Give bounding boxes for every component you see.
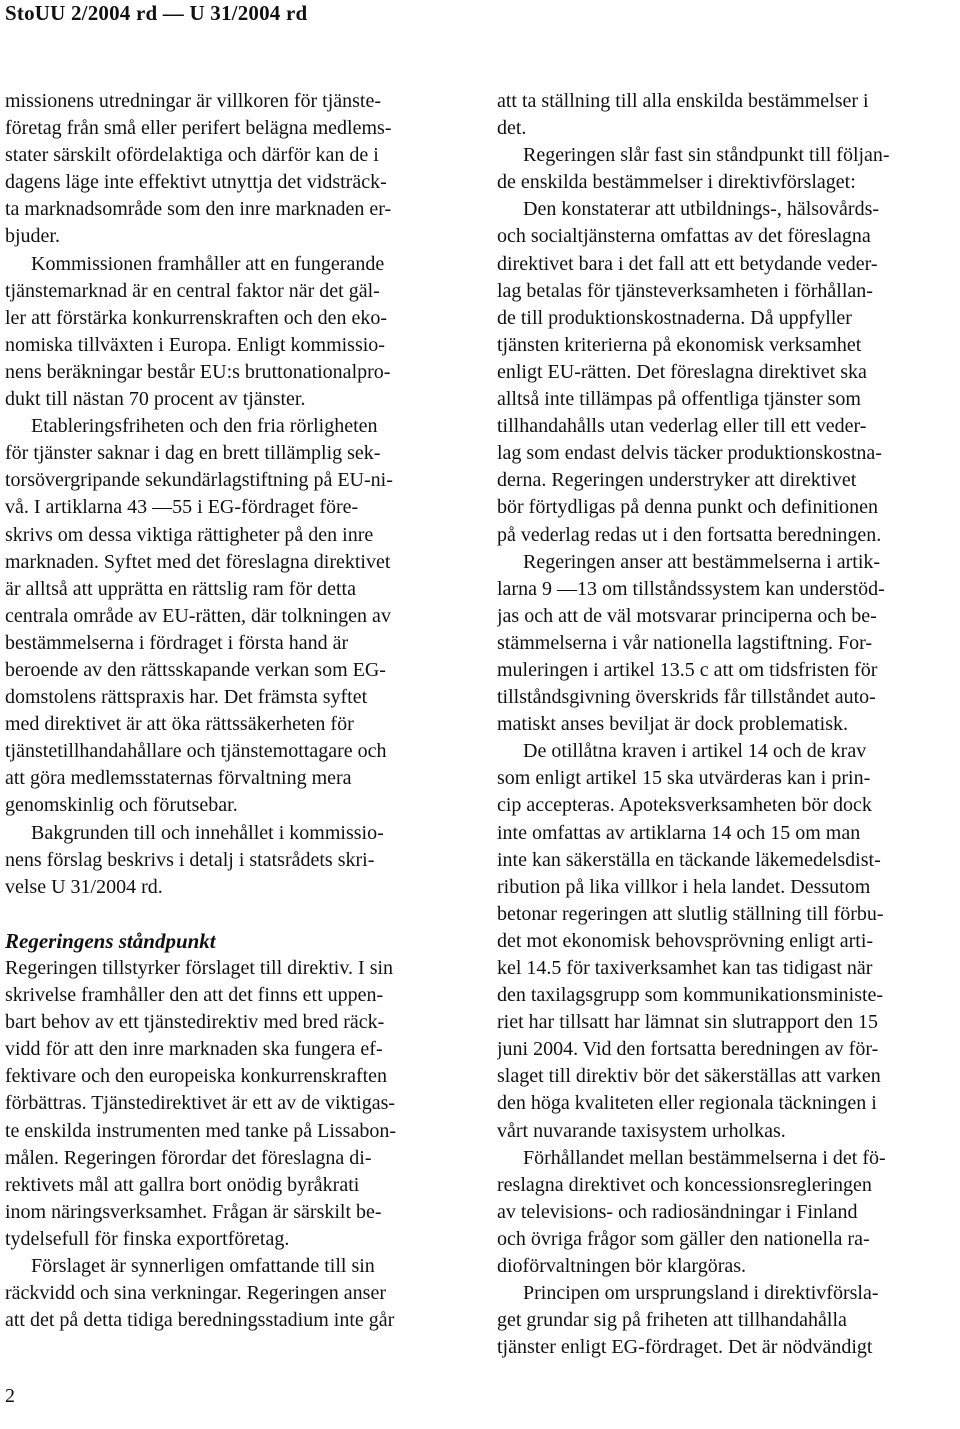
text-line: dioförvaltningen bör klargöras. <box>497 1255 747 1278</box>
text-line: den höga kvaliteten eller regionala täckningen i <box>497 1092 877 1115</box>
text-line: att ta ställning till alla enskilda bestämmelser i <box>497 90 869 112</box>
section-heading: Regeringens ståndpunkt <box>5 928 216 953</box>
text-line: som enligt artikel 15 ska utvärderas kan i prin- <box>497 767 871 790</box>
text-line: alltså inte tillämpas på offentliga tjänster som <box>497 388 861 411</box>
text-line: Regeringen anser att bestämmelserna i artik- <box>523 550 881 573</box>
text-line: ler att förstärka konkurrenskraften och den eko- <box>5 306 388 329</box>
text-line: rektivets mål att gallra bort onödig byråkrati <box>5 1173 360 1196</box>
text-line: centrala område av EU-rätten, där tolkningen av <box>5 604 391 627</box>
text-line: te enskilda instrumenten med tanke på Lissabon- <box>5 1119 397 1142</box>
text-line: derna. Regeringen understryker att direktivet <box>497 469 857 492</box>
text-line: och socialtjänsterna omfattas av det föreslagna <box>497 225 871 248</box>
text-line: bjuder. <box>5 225 60 248</box>
text-line: dukt till nästan 70 procent av tjänster. <box>5 388 306 411</box>
text-line: på vederlag redas ut i den fortsatta beredningen. <box>497 523 882 546</box>
text-line: Regeringen slår fast sin ståndpunkt till följan- <box>523 144 890 167</box>
text-line: fektivare och den europeiska konkurrenskraften <box>5 1065 388 1088</box>
text-line: att göra medlemsstaternas förvaltning mera <box>5 767 352 790</box>
text-line: företag från små eller perifert belägna medlems- <box>5 117 392 140</box>
text-line: Etableringsfriheten och den fria rörligheten <box>31 415 378 438</box>
text-line: för tjänster saknar i dag en brett tillämplig sek- <box>5 442 381 465</box>
text-line: stämmelserna i vår nationella lagstiftning. For- <box>497 631 873 654</box>
text-line: inte kan säkerställa en täckande läkemedelsdist- <box>497 848 881 871</box>
text-line: cip accepteras. Apoteksverksamheten bör dock <box>497 794 872 817</box>
text-line: ribution på lika villkor i hela landet. Dessutom <box>497 875 871 898</box>
text-line: larna 9 —13 om tillståndssystem kan understöd- <box>497 577 885 600</box>
text-line: Den konstaterar att utbildnings-, hälsovårds- <box>523 198 880 221</box>
text-line: förbättras. Tjänstedirektivet är ett av de viktigas- <box>5 1092 396 1115</box>
text-line: juni 2004. Vid den fortsatta beredningen av för- <box>497 1038 879 1061</box>
text-line: stater särskilt ofördelaktiga och därför kan de i <box>5 144 379 167</box>
text-line: beroende av den rättsskapande verkan som EG- <box>5 658 386 681</box>
text-line: domstolens rättspraxis har. Det främsta syftet <box>5 686 368 709</box>
text-line: bör förtydligas på denna punkt och definitionen <box>497 496 879 519</box>
text-line: att det på detta tidiga beredningsstadium inte går <box>5 1309 395 1332</box>
text-line: lag betalas för tjänsteverksamheten i förhållan- <box>497 279 873 302</box>
text-line: betonar regeringen att slutlig ställning till förbu- <box>497 902 884 925</box>
text-line: get grundar sig på friheten att tillhandahålla <box>497 1309 847 1332</box>
text-line: tjänstetillhandahållare och tjänstemottagare och <box>5 740 387 763</box>
text-line: av televisions- och radiosändningar i Finland <box>497 1200 858 1223</box>
text-line: Förhållandet mellan bestämmelserna i det fö- <box>523 1146 886 1169</box>
text-line: vidd för att den inre marknaden ska fungera ef- <box>5 1038 383 1061</box>
text-line: jas och att de väl motsvarar principerna och be- <box>497 604 877 627</box>
text-line: Regeringen tillstyrker förslaget till direktiv. I sin <box>5 957 394 979</box>
text-line: tjänstemarknad är en central faktor när det gäl- <box>5 279 380 302</box>
text-line: är alltså att upprätta en rättslig ram för detta <box>5 577 356 600</box>
text-line: tydelsefull för finska exportföretag. <box>5 1227 290 1250</box>
text-line: Bakgrunden till och innehållet i kommissio- <box>31 821 384 844</box>
text-line: nens beräkningar består EU:s bruttonationalpro- <box>5 360 391 383</box>
text-line: ta marknadsområde som den inre marknaden er- <box>5 198 392 221</box>
text-line: direktivet bara i det fall att ett betydande veder- <box>497 252 878 275</box>
text-line: Förslaget är synnerligen omfattande till sin <box>31 1255 375 1278</box>
text-line: skrivelse framhåller den att det finns ett uppen- <box>5 984 384 1007</box>
running-header: StoUU 2/2004 rd — U 31/2004 rd <box>5 1 308 25</box>
text-line: missionens utredningar är villkoren för tjänste- <box>5 90 382 112</box>
text-line: Kommissionen framhåller att en fungerande <box>31 252 385 275</box>
text-line: lag som endast delvis täcker produktionskostna- <box>497 442 882 465</box>
text-line: enligt EU-rätten. Det föreslagna direktivet ska <box>497 360 867 383</box>
text-line: Principen om ursprungsland i direktivförsla- <box>523 1282 879 1305</box>
text-line: vå. I artiklarna 43 —55 i EG-fördraget före- <box>5 496 359 519</box>
text-line: marknaden. Syftet med det föreslagna direktivet <box>5 550 391 573</box>
text-line: reslagna direktivet och koncessionsregleringen <box>497 1173 872 1196</box>
text-line: inte omfattas av artiklarna 14 och 15 om man <box>497 821 861 844</box>
text-line: nomiska tillväxten i Europa. Enligt kommissio- <box>5 333 385 356</box>
text-line: räckvidd och sina verkningar. Regeringen anser <box>5 1282 386 1305</box>
text-line: genomskinlig och förutsebar. <box>5 794 238 817</box>
text-line: velse U 31/2004 rd. <box>5 875 163 898</box>
text-line: och övriga frågor som gäller den nationella ra- <box>497 1227 870 1250</box>
text-line: slaget till direktiv bör det säkerställas att varken <box>497 1065 881 1088</box>
right-column <box>497 88 960 1361</box>
text-line: tillhandahålls utan vederlag eller till ett veder- <box>497 415 867 438</box>
text-line: tillståndsgivning överskrids får tillståndet auto- <box>497 686 876 709</box>
text-line: matiskt anses beviljat är dock problematisk. <box>497 713 849 736</box>
blank-line <box>5 901 471 928</box>
text-line: bart behov av ett tjänstedirektiv med bred räck- <box>5 1011 385 1034</box>
text-line: inom näringsverksamhet. Frågan är särskilt be- <box>5 1200 382 1223</box>
text-line: tjänsten kriterierna på ekonomisk verksamhet <box>497 333 862 356</box>
text-line: vårt nuvarande taxisystem urholkas. <box>497 1119 786 1142</box>
text-line: riet har tillsatt har lämnat sin slutrapport den 15 <box>497 1011 879 1034</box>
left-column <box>5 88 471 1334</box>
text-line: dagens läge inte effektivt utnyttja det vidsträck- <box>5 171 387 194</box>
page-number: 2 <box>5 1385 15 1407</box>
text-line: De otillåtna kraven i artikel 14 och de krav <box>523 740 867 763</box>
text-line: bestämmelserna i fördraget i första hand är <box>5 631 349 654</box>
text-line: tjänster enligt EG-fördraget. Det är nödvändigt <box>497 1336 873 1359</box>
text-line: med direktivet är att öka rättssäkerheten för <box>5 713 354 736</box>
text-line: det. <box>497 117 527 140</box>
text-line: de enskilda bestämmelser i direktivförslaget: <box>497 171 856 194</box>
text-line: muleringen i artikel 13.5 c att om tidsfristen för <box>497 658 878 681</box>
text-line: kel 14.5 för taxiverksamhet kan tas tidigast när <box>497 957 873 979</box>
text-line: skrivs om dessa viktiga rättigheter på den inre <box>5 523 374 546</box>
text-line: de till produktionskostnaderna. Då uppfyller <box>497 306 852 329</box>
text-line: det mot ekonomisk behovsprövning enligt arti- <box>497 929 874 952</box>
text-line: nens förslag beskrivs i detalj i statsrådets skri- <box>5 848 375 871</box>
text-line: den taxilagsgrupp som kommunikationsministe- <box>497 984 884 1007</box>
text-line: torsövergripande sekundärlagstiftning på EU-ni- <box>5 469 393 492</box>
text-line: målen. Regeringen förordar det föreslagna di- <box>5 1146 372 1169</box>
